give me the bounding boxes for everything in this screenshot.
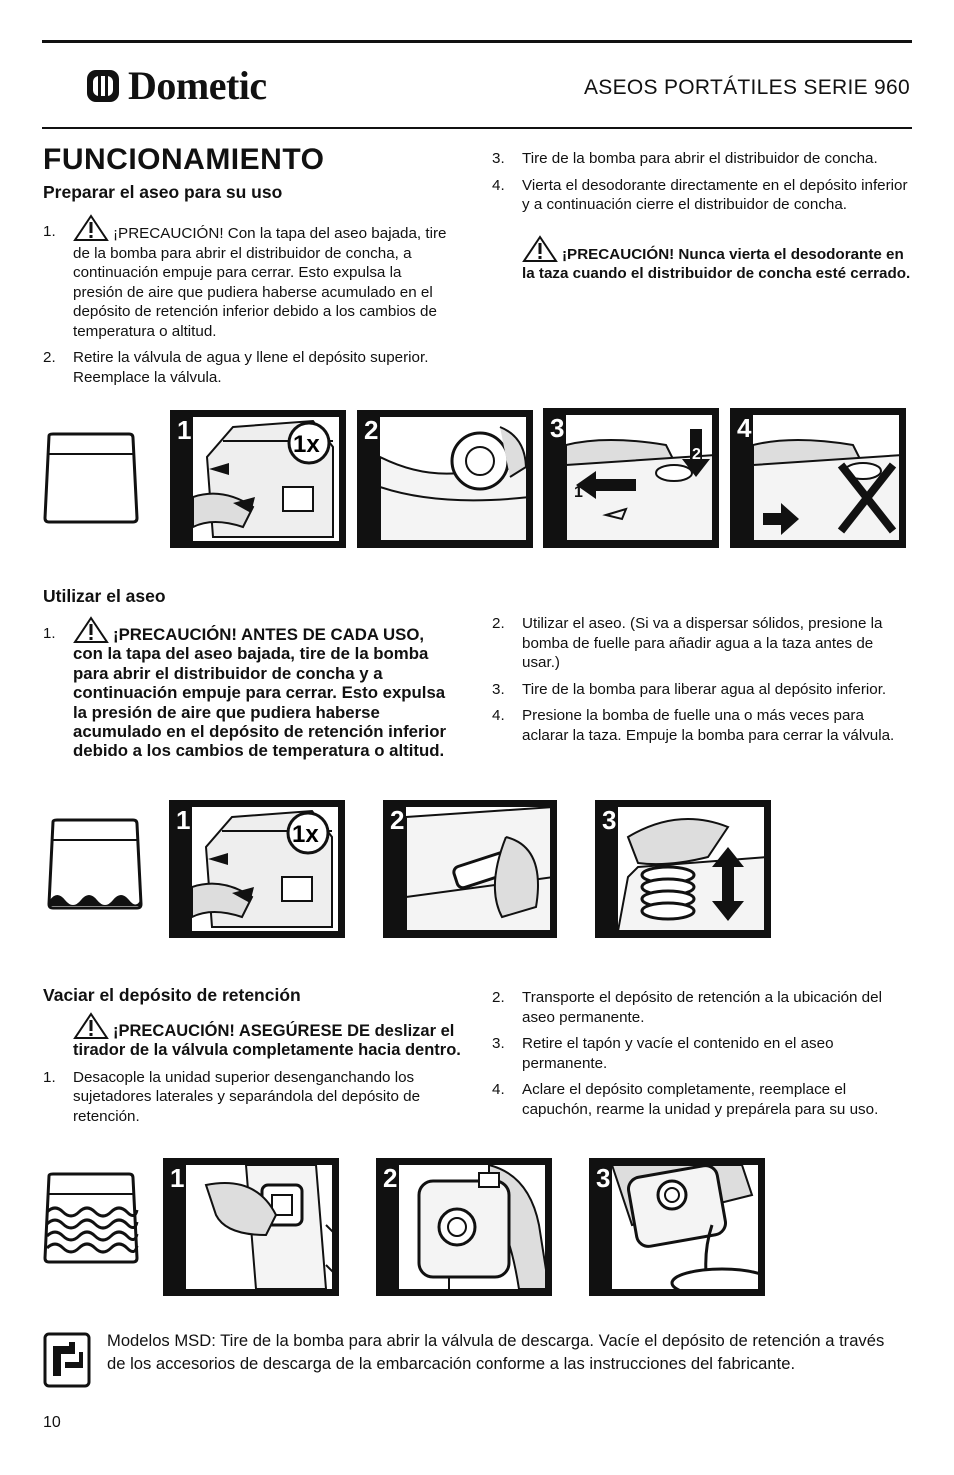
list-item (492, 680, 912, 700)
empty-warning (43, 1012, 468, 1061)
item-number: 2. (43, 349, 56, 366)
use-right-column (492, 614, 912, 752)
panel-badge: 1x (292, 821, 319, 848)
empty-right-column (492, 988, 912, 1126)
item-number: 2. (492, 989, 505, 1006)
item-text: Desacople la unidad superior desenganchando los sujetadores laterales y separándola del depósito de retención. (73, 1068, 421, 1125)
bellows-pump-drawing (618, 807, 764, 931)
item-text: ¡PRECAUCIÓN! Con la tapa del aseo bajada, tire de la bomba para abrir el distribuidor de concha, a continuación empuje para cerrar. Esto expulsa la presión de aire que pudiera haberse acumulado en el depósito de retención inferior debido a los cambios de temperatura o altitud. (73, 225, 447, 340)
section-title: FUNCIONAMIENTO (43, 143, 325, 176)
empty-step-3-illustration (589, 1158, 765, 1296)
use-step-2-illustration (383, 800, 557, 938)
panel-number: 4 (737, 413, 752, 443)
panel-number: 1 (177, 415, 192, 445)
item-number: 1. (43, 1068, 56, 1086)
item-text: Vierta el desodorante directamente en el depósito inferior y a continuación cierre el distribuidor de concha. (522, 176, 908, 213)
empty-left-column (43, 1012, 468, 1133)
warning-text: ¡PRECAUCIÓN! Nunca vierta el desodorante en la taza cuando el distribuidor de concha esté cerrado. (522, 245, 911, 282)
pump-handle-drawing (406, 807, 550, 931)
series-title: ASEOS PORTÁTILES SERIE 960 (583, 76, 910, 99)
pump-pull-drawing (566, 415, 712, 541)
warning-triangle-icon (522, 235, 558, 263)
partly-filled-tank-icon (47, 818, 143, 910)
header-rule (42, 127, 912, 129)
use-left-column (43, 616, 448, 768)
item-number: 3. (492, 1035, 505, 1052)
item-number: 4. (492, 176, 505, 194)
panel-number: 1 (176, 805, 191, 835)
arrow-label: 2 (692, 446, 701, 463)
water-valve-drawing (380, 417, 526, 541)
panel-number: 3 (596, 1163, 611, 1193)
item-text: Tire de la bomba para liberar agua al depósito inferior. (522, 680, 887, 698)
list-item (492, 1080, 912, 1119)
item-number: 3. (492, 680, 505, 698)
item-text: Utilizar el aseo. (Si va a dispersar sólidos, presione la bomba de fuelle para añadir agua a la taza antes de usar.) (522, 615, 883, 671)
item-text: Presione la bomba de fuelle una o más veces para aclarar la taza. Empuje la bomba para cerrar la válvula. (522, 707, 895, 744)
toilet-pump-drawing (192, 807, 338, 931)
item-text: Retire el tapón y vacíe el contenido en el aseo permanente. (522, 1035, 834, 1072)
brand-logo (86, 63, 267, 108)
page-number: 10 (43, 1414, 61, 1431)
prepare-step-3-illustration (543, 408, 719, 548)
panel-number: 2 (390, 805, 405, 835)
list-item (492, 988, 912, 1027)
toilet-pump-drawing (193, 417, 339, 541)
item-text: Retire la válvula de agua y llene el depósito superior. Reemplace la válvula. (73, 349, 429, 386)
logo-text: Dometic (128, 63, 267, 108)
prepare-left-column (43, 214, 448, 394)
empty-title: Vaciar el depósito de retención (43, 985, 301, 1005)
msd-discharge-icon (43, 1332, 91, 1388)
prepare-title: Preparar el aseo para su uso (43, 182, 283, 202)
use-title: Utilizar el aseo (43, 586, 166, 606)
prepare-step-1-illustration (170, 410, 346, 548)
item-number: 4. (492, 1081, 505, 1098)
item-text: Tire de la bomba para abrir el distribuidor de concha. (522, 150, 878, 167)
arrow-label: 1 (574, 484, 583, 501)
list-item (43, 214, 448, 341)
warning-triangle-icon (73, 616, 109, 644)
use-step-3-illustration (595, 800, 771, 938)
item-text: Aclare el depósito completamente, reemplace el capuchón, rearme la unidad y prepárela para su uso. (522, 1081, 879, 1118)
list-item (492, 706, 912, 745)
list-item (43, 348, 448, 387)
carry-tank-drawing (399, 1165, 545, 1289)
item-text: Transporte el depósito de retención a la ubicación del aseo permanente. (522, 989, 882, 1026)
prepare-step-4-illustration (730, 408, 906, 548)
no-deodorant-in-bowl-drawing (753, 415, 899, 541)
list-item (492, 149, 912, 169)
list-item (492, 1034, 912, 1073)
empty-step-1-illustration (163, 1158, 339, 1296)
panel-number: 1 (170, 1163, 185, 1193)
panel-number: 3 (602, 805, 617, 835)
list-item (492, 176, 912, 215)
warning-text: ¡PRECAUCIÓN! ANTES DE CADA USO, con la tapa del aseo bajada, tire de la bomba para abrir el distribuidor de concha y a continuación empuje para cerrar. Esto expulsa la presión de aire que pudiera haberse acumulado en el depósito de retención inferior debido a los cambios de temperatura o altitud. (73, 625, 446, 761)
msd-note: Modelos MSD: Tire de la bomba para abrir la válvula de descarga. Vacíe el depósito de retención a través de los accesorios de descarga de la embarcación conforme a las instrucciones del fabricante. (107, 1331, 885, 1373)
top-rule (42, 40, 912, 43)
list-item (492, 614, 912, 673)
empty-step-2-illustration (376, 1158, 552, 1296)
dometic-logo-icon (86, 69, 120, 103)
warning-triangle-icon (73, 214, 109, 242)
use-step-1-illustration (169, 800, 345, 938)
empty-tank-icon (43, 432, 139, 524)
warning-triangle-icon (73, 1012, 109, 1040)
prepare-right-column (492, 149, 912, 291)
item-number: 3. (492, 150, 505, 167)
panel-badge: 1x (293, 431, 320, 458)
item-number: 4. (492, 707, 505, 724)
list-item (43, 1068, 468, 1127)
prepare-warning (492, 235, 912, 284)
item-number: 2. (492, 615, 505, 632)
warning-text: ¡PRECAUCIÓN! ASEGÚRESE DE deslizar el tirador de la válvula completamente hacia dentro. (73, 1022, 461, 1060)
panel-number: 3 (550, 413, 565, 443)
latch-release-drawing (186, 1165, 332, 1289)
panel-number: 2 (364, 415, 379, 445)
panel-number: 2 (383, 1163, 398, 1193)
item-number: 1. (43, 223, 56, 240)
item-number: 1. (43, 625, 56, 642)
list-item (43, 616, 448, 761)
prepare-step-2-illustration (357, 410, 533, 548)
full-tank-icon (43, 1172, 139, 1264)
pour-contents-drawing (612, 1165, 758, 1289)
